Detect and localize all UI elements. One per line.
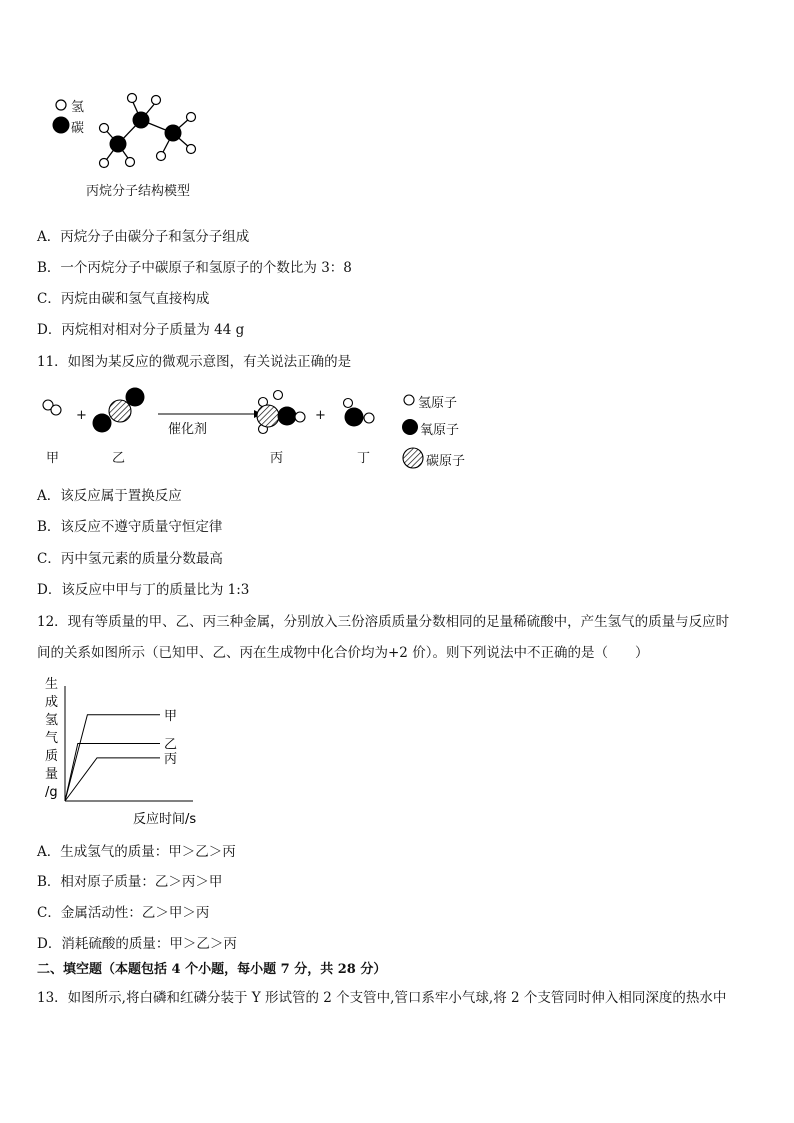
option-d: D．消耗硫酸的质量：甲＞乙＞丙	[37, 936, 237, 952]
plus-sign: +	[76, 408, 87, 423]
y-axis-label-char: /g	[45, 785, 58, 800]
carbon-atom	[133, 112, 150, 129]
option-c: C．金属活动性：乙＞甲＞丙	[37, 905, 210, 921]
hydrogen-atom	[187, 145, 196, 154]
reaction-diagram	[36, 384, 476, 474]
question-13-stem: 13．如图所示,将白磷和红磷分装于 Y 形试管的 2 个支管中,管口系牢小气球,将 2 个支管同时伸入相同深度的热水中	[37, 990, 727, 1006]
legend-oxygen-atom	[402, 419, 418, 435]
hydrogen-atom	[157, 152, 166, 161]
option-c: C．丙烷由碳和氢气直接构成	[37, 291, 210, 307]
oxygen-atom	[278, 407, 297, 426]
legend-carbon-label: 碳原子	[426, 454, 466, 469]
y-axis-label-char: 质	[45, 749, 59, 764]
label-yi: 乙	[112, 451, 126, 466]
legend-hydrogen-label: 氢	[71, 100, 85, 115]
label-ding: 丁	[357, 451, 371, 466]
legend-hydrogen-atom	[56, 100, 66, 110]
hydrogen-atom	[364, 413, 374, 423]
label-bing: 丙	[270, 451, 284, 466]
y-axis-label-char: 成	[45, 695, 59, 710]
question-12-stem-line1: 12．现有等质量的甲、乙、丙三种金属，分别放入三份溶质质量分数相同的足量稀硫酸中，产生氢气的质量与反应时	[37, 614, 730, 630]
series-line-2	[65, 758, 160, 801]
carbon-atom	[109, 400, 131, 422]
legend-carbon-label: 碳	[71, 121, 85, 136]
hydrogen-atom	[295, 412, 305, 422]
hydrogen-atom	[100, 159, 109, 168]
option-c: C．丙中氢元素的质量分数最高	[37, 551, 223, 567]
legend-carbon-atom	[403, 448, 423, 468]
series-line-1	[65, 744, 160, 802]
legend-oxygen-label: 氧原子	[420, 423, 460, 438]
option-b: B．该反应不遵守质量守恒定律	[37, 519, 223, 535]
oxygen-atom	[93, 414, 112, 433]
section-heading: 二、填空题（本题包括 4 个小题，每小题 7 分，共 28 分）	[37, 962, 387, 977]
hydrogen-mass-chart	[38, 676, 218, 836]
option-b: B．一个丙烷分子中碳原子和氢原子的个数比为 3：8	[37, 260, 352, 276]
hydrogen-atom	[126, 158, 135, 167]
y-axis-label-char: 氢	[45, 713, 59, 728]
option-d: D．该反应中甲与丁的质量比为 1:3	[37, 582, 250, 598]
y-axis-label-char: 气	[45, 731, 59, 746]
legend-hydrogen-label: 氢原子	[418, 396, 458, 411]
carbon-atom	[165, 125, 182, 142]
option-a: A．该反应属于置换反应	[37, 488, 182, 504]
option-a: A．生成氢气的质量：甲＞乙＞丙	[37, 844, 236, 860]
option-a: A．丙烷分子由碳分子和氢分子组成	[37, 229, 250, 245]
y-axis-label-char: 生	[45, 677, 59, 692]
oxygen-atom	[345, 408, 364, 427]
x-axis-label: 反应时间/s	[133, 812, 197, 827]
y-axis-label-char: 量	[45, 767, 59, 782]
series-label-2: 丙	[164, 751, 178, 767]
series-label-1: 乙	[164, 737, 178, 753]
carbon-atom	[110, 136, 127, 153]
question-12-stem-line2: 间的关系如图所示（已知甲、乙、丙在生成物中化合价均为+2 价）。则下列说法中不正确的是（ ）	[37, 645, 649, 661]
hydrogen-atom	[100, 124, 109, 133]
catalyst-label: 催化剂	[168, 422, 208, 437]
plus-sign: +	[315, 408, 326, 423]
hydrogen-atom	[51, 405, 61, 415]
legend-carbon-atom	[53, 117, 70, 134]
hydrogen-atom	[128, 94, 137, 103]
hydrogen-atom	[187, 113, 196, 122]
option-d: D．丙烷相对相对分子质量为 44 g	[37, 322, 245, 338]
y-axis-label	[45, 676, 58, 800]
option-b: B．相对原子质量：乙＞丙＞甲	[37, 874, 223, 890]
question-11-stem: 11．如图为某反应的微观示意图，有关说法正确的是	[37, 354, 352, 370]
hydrogen-atom	[274, 391, 283, 400]
figure-caption: 丙烷分子结构模型	[86, 184, 191, 199]
hydrogen-atom	[152, 96, 161, 105]
legend-hydrogen-atom	[404, 395, 414, 405]
series-label-0: 甲	[164, 708, 178, 724]
label-jia: 甲	[46, 451, 60, 466]
hydrogen-atom	[344, 399, 353, 408]
carbon-atom	[257, 405, 279, 427]
